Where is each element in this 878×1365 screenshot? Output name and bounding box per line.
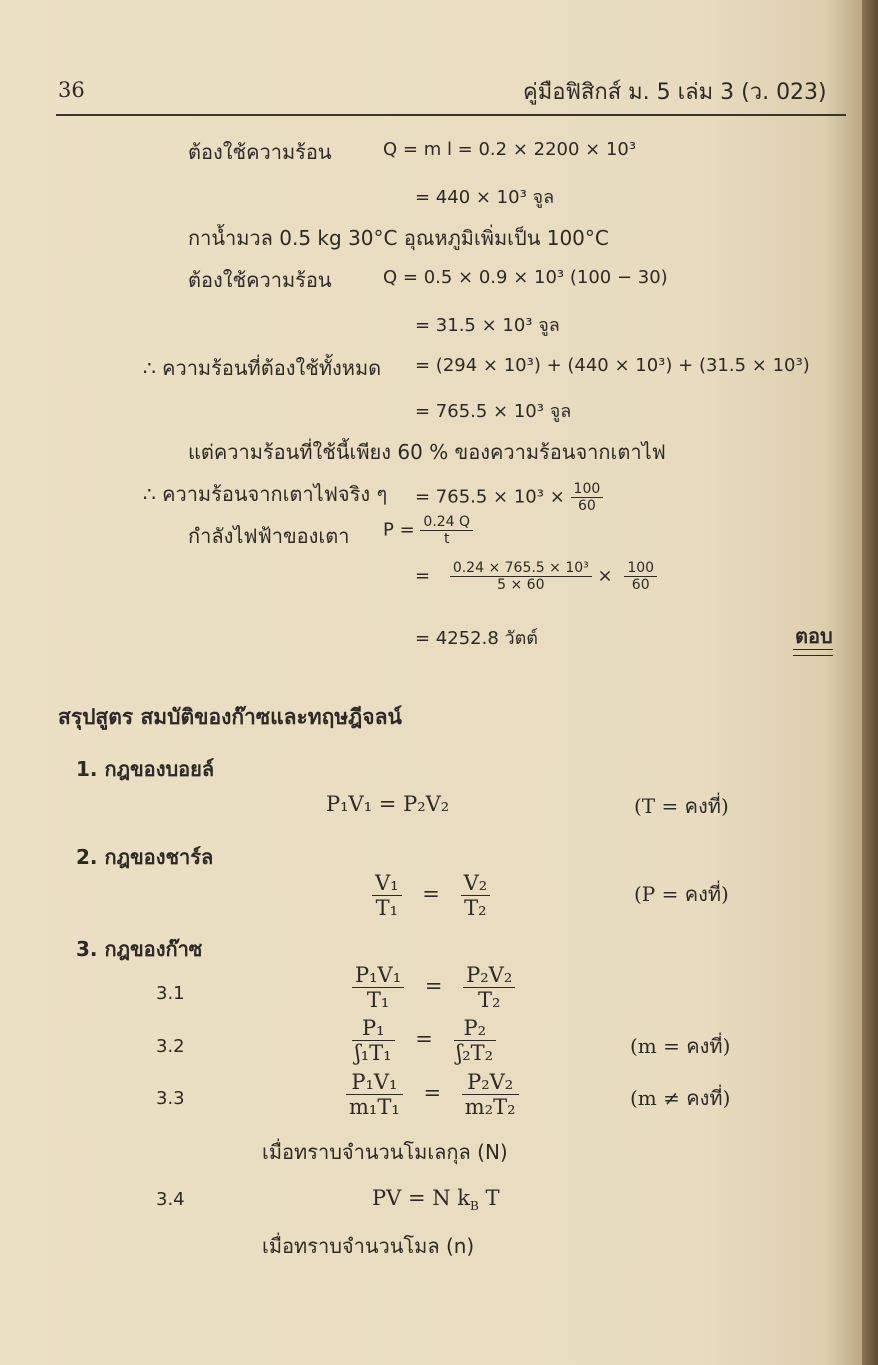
item-3-2-condition: (m = คงที่) (630, 1034, 731, 1058)
equals-sign: = (415, 565, 431, 587)
equation-31-5: = 31.5 × 10³ จูล (415, 315, 560, 336)
note-molecule-count: เมื่อทราบจำนวนโมเลกุล (N) (262, 1140, 508, 1164)
mass-gas-law-formula (346, 1070, 519, 1119)
fraction-denominator: ʃ₂T₂ (456, 1041, 494, 1065)
fraction-right (463, 963, 515, 1012)
fraction-denominator: T₁ (375, 896, 399, 920)
summary-heading: สรุปสูตร สมบัติของก๊าซและทฤษฎีจลน์ (58, 705, 402, 729)
equation-power-formula (383, 514, 473, 547)
label-stove-power: กำลังไฟฟ้าของเตา (188, 524, 350, 548)
fraction-denominator: t (443, 531, 450, 547)
label-heat-required-2: ต้องใช้ความร้อน (188, 268, 332, 292)
fraction-numerator: P₁ (352, 1016, 395, 1041)
efficiency-text: แต่ความร้อนที่ใช้นี้เพียง 60 % ของความร้อนจากเตาไฟ (188, 440, 666, 464)
fraction-v1-t1 (372, 871, 402, 920)
combined-gas-law-formula (352, 963, 515, 1012)
fraction-v2-t2 (461, 871, 491, 920)
fraction-left (352, 963, 404, 1012)
actual-heat-expr: = 765.5 × 10³ × (415, 486, 565, 508)
equals-sign: = (415, 1027, 433, 1051)
fraction-100-60-b (624, 560, 657, 593)
times-sign: × (597, 565, 613, 587)
fraction-100-60 (571, 481, 604, 514)
page-number: 36 (58, 78, 85, 102)
fraction-numerator: P₂V₂ (462, 1070, 519, 1095)
header-rule (56, 114, 846, 116)
equation-765-5: = 765.5 × 10³ จูล (415, 401, 572, 422)
item-3-3-number: 3.3 (156, 1088, 185, 1109)
equation-power-substitution (415, 560, 657, 593)
fraction-left (346, 1070, 403, 1119)
running-header-title: คู่มือฟิสิกส์ ม. 5 เล่ม 3 (ว. 023) (523, 80, 827, 105)
boltzmann-subscript: B (470, 1199, 479, 1214)
fraction-numerator: 100 (624, 560, 657, 577)
label-heat-required-1: ต้องใช้ความร้อน (188, 140, 332, 164)
answer-double-underline (793, 649, 833, 656)
fraction-numerator: 0.24 Q (420, 514, 473, 531)
gas-law-title: 3. กฎของก๊าซ (76, 937, 203, 961)
fraction-denominator: 5 × 60 (497, 577, 545, 593)
formula-tail: T (478, 1186, 500, 1210)
item-3-1-number: 3.1 (156, 983, 185, 1004)
fraction-numerator: 0.24 × 765.5 × 10³ (450, 560, 592, 577)
page-binding-edge (862, 0, 878, 1365)
fraction-denominator: T₂ (477, 988, 501, 1012)
fraction-denominator: m₂T₂ (464, 1095, 516, 1119)
item-3-2-number: 3.2 (156, 1036, 185, 1057)
equals-sign: = (422, 882, 440, 906)
formula-main: PV = N k (372, 1186, 471, 1210)
answer-label: ตอบ (795, 624, 833, 648)
equals-sign: = (423, 1081, 442, 1105)
note-mole-count: เมื่อทราบจำนวนโมล (n) (262, 1234, 475, 1258)
fraction-numerator: P₂V₂ (463, 963, 515, 988)
fraction-numerator: P₁V₁ (352, 963, 404, 988)
fraction-denominator: T₂ (464, 896, 487, 920)
item-3-3-condition: (m ≠ คงที่) (630, 1086, 731, 1110)
power-lhs: P = (383, 519, 415, 541)
boyle-law-formula: P₁V₁ = P₂V₂ (326, 792, 450, 816)
fraction-left (352, 1016, 395, 1065)
fraction-0-24q-t (420, 514, 473, 547)
fraction-numerator: P₁V₁ (346, 1070, 403, 1095)
fraction-denominator: T₁ (366, 988, 390, 1012)
fraction-numerator: V₂ (461, 871, 491, 896)
fraction-denominator: ʃ₁T₁ (355, 1041, 392, 1065)
density-gas-law-formula (352, 1016, 496, 1065)
fraction-substitution (450, 560, 592, 593)
item-3-4-number: 3.4 (156, 1189, 185, 1210)
equation-kettle-heat: Q = 0.5 × 0.9 × 10³ (100 − 30) (383, 267, 668, 288)
equation-total-heat: = (294 × 10³) + (440 × 10³) + (31.5 × 10³) (415, 355, 810, 376)
charles-law-formula (372, 871, 490, 920)
fraction-right (462, 1070, 519, 1119)
equation-440: = 440 × 10³ จูล (415, 187, 555, 208)
fraction-numerator: V₁ (372, 871, 402, 896)
fraction-denominator: 60 (577, 498, 596, 514)
equation-q-ml: Q = m l = 0.2 × 2200 × 10³ (383, 139, 637, 160)
boyle-law-title: 1. กฎของบอยล์ (76, 757, 215, 781)
ideal-gas-law-boltzmann (372, 1186, 500, 1213)
charles-law-condition: (P = คงที่) (634, 882, 729, 906)
label-total-heat: ∴ ความร้อนที่ต้องใช้ทั้งหมด (143, 356, 382, 380)
kettle-text: กาน้ำมวล 0.5 kg 30°C อุณหภูมิเพิ่มเป็น 100°C (188, 226, 609, 250)
charles-law-title: 2. กฎของชาร์ล (76, 845, 214, 869)
fraction-denominator: 60 (631, 577, 650, 593)
equation-final-power: = 4252.8 วัตต์ (415, 628, 538, 649)
fraction-numerator: 100 (571, 481, 604, 498)
boyle-law-condition: (T = คงที่) (634, 794, 729, 818)
fraction-right (454, 1016, 497, 1065)
fraction-denominator: m₁T₁ (349, 1095, 400, 1119)
fraction-numerator: P₂ (454, 1016, 497, 1041)
equation-actual-heat (415, 481, 603, 514)
label-actual-stove-heat: ∴ ความร้อนจากเตาไฟจริง ๆ (143, 482, 388, 506)
equals-sign: = (424, 974, 443, 998)
